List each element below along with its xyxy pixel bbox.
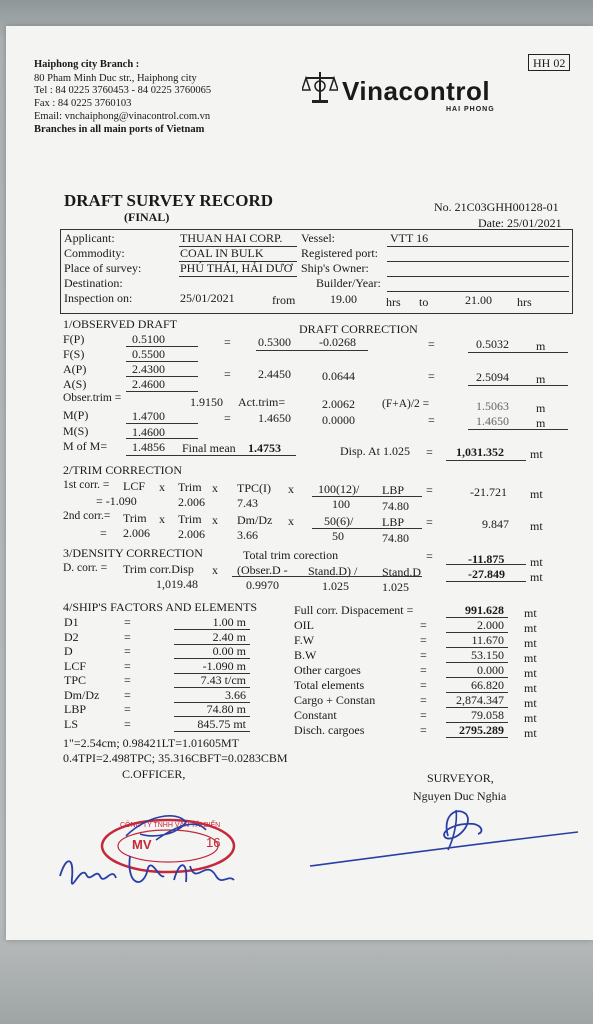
applicant-value: THUAN HAI CORP. (180, 231, 283, 245)
a-result: 2.5094 (476, 370, 509, 384)
c1-x3: x (288, 482, 294, 496)
c1-h2: Trim (178, 480, 202, 494)
c2-h3: Dm/Dz (237, 513, 273, 527)
c2-x1: x (159, 512, 165, 526)
logo-subtitle: HAI PHONG (446, 106, 495, 113)
obs-trim-value: 1.9150 (190, 395, 223, 409)
to-label: to (419, 295, 429, 309)
element-unit: mt (524, 726, 537, 740)
factor-value: 74.80 m (206, 702, 246, 716)
m-result: 1.4650 (476, 414, 509, 428)
factor-value: 3.66 (225, 687, 246, 702)
element-unit: mt (524, 681, 537, 695)
a-mean: 2.4450 (258, 367, 291, 381)
inspection-label: Inspection on: (64, 291, 133, 305)
vessel-label: Vessel: (301, 231, 335, 245)
factor-eq: = (124, 629, 131, 644)
form-code-badge: HH 02 (528, 54, 570, 71)
inspection-date: 25/01/2021 (180, 291, 235, 305)
c2-eq: = (426, 515, 433, 529)
a-result-eq: = (428, 369, 435, 383)
c1-v3: 7.43 (237, 496, 258, 510)
c2-h2: Trim (178, 512, 202, 526)
m-corr: 0.0000 (322, 413, 355, 427)
conversion-line-2: 0.4TPI=2.498TPC; 35.316CBFT=0.0283CBM (63, 751, 288, 765)
element-eq: = (420, 618, 427, 632)
a-eq: = (224, 367, 231, 381)
document-subtitle: (FINAL) (124, 210, 170, 224)
fa2-unit: m (536, 401, 546, 415)
density-h1: Trim corr.Disp (123, 562, 194, 576)
branch-list: Branches in all main ports of Vietnam (34, 124, 205, 135)
draft-correction-heading: DRAFT CORRECTION (299, 322, 418, 336)
c2-unit: mt (530, 519, 543, 533)
c2-x2: x (212, 513, 218, 527)
stamp-text: CÔNG TY TNHH VẬN TẢI BIỂN (120, 822, 221, 829)
c2-v3: 3.66 (237, 528, 258, 542)
final-mean-value: 1.4753 (248, 441, 281, 455)
element-value: 991.628 (465, 603, 504, 617)
element-value: 2,874.347 (456, 693, 504, 707)
place-value: PHÚ THÁI, HẢI DƯƠ (180, 261, 293, 275)
obs-trim-label: Obser.trim = (63, 392, 122, 404)
m-unit: m (536, 416, 546, 430)
m-result-eq: = (428, 413, 435, 427)
surveyor-signature (306, 802, 586, 872)
density-x1: x (212, 563, 218, 577)
element-eq: = (420, 693, 427, 707)
final-mean-label: Final mean (182, 441, 236, 455)
branch-fax: Fax : 84 0225 3760103 (34, 98, 132, 109)
element-value: 53.150 (471, 648, 504, 662)
builder-label: Builder/Year: (316, 276, 381, 290)
element-value: 2795.289 (459, 723, 504, 737)
factor-value: 1.00 m (212, 615, 246, 629)
fs-value: 0.5500 (132, 347, 165, 361)
c1-label: 1st corr. = (63, 479, 110, 491)
element-unit: mt (524, 711, 537, 725)
c1-x2: x (212, 481, 218, 495)
element-eq: = (420, 663, 427, 677)
fa2-label: (F+A)/2 = (382, 398, 430, 410)
element-eq: = (420, 678, 427, 692)
element-label: Total elements (294, 678, 365, 692)
element-value: 79.058 (471, 708, 504, 722)
element-label: Cargo + Constan (294, 693, 376, 707)
c1-result: -21.721 (470, 485, 507, 499)
factor-label: Dm/Dz (64, 687, 100, 702)
c2-v0: = (100, 526, 107, 540)
commodity-value: COAL IN BULK (180, 246, 264, 260)
conversion-line-1: 1"=2.54cm; 0.98421LT=1.01605MT (63, 736, 239, 750)
ap-label: A(P) (63, 362, 87, 376)
f-unit: m (536, 339, 546, 353)
f-mean: 0.5300 (258, 335, 291, 349)
fp-value: 0.5100 (132, 332, 165, 346)
f-result-eq: = (428, 337, 435, 351)
factor-eq: = (124, 644, 131, 658)
element-unit: mt (524, 696, 537, 710)
c2-h1: Trim (123, 511, 147, 525)
density-v4: 1.025 (382, 580, 409, 594)
record-date: Date: 25/01/2021 (478, 216, 562, 230)
from-time: 19.00 (330, 292, 357, 306)
factor-eq: = (124, 687, 131, 702)
as-value: 2.4600 (132, 377, 165, 391)
factor-value: 0.00 m (212, 644, 246, 658)
officer-label: C.OFFICER, (122, 767, 186, 781)
f-result: 0.5032 (476, 337, 509, 351)
factor-value: 2.40 m (212, 629, 246, 644)
from-label: from (272, 293, 296, 307)
destination-label: Destination: (64, 276, 123, 290)
trim-heading: 2/TRIM CORRECTION (63, 463, 183, 477)
factor-value: 7.43 t/cm (200, 673, 246, 687)
factor-label: LCF (64, 658, 87, 673)
stamp-code: MV (132, 837, 152, 852)
element-unit: mt (524, 621, 537, 635)
c1-h3: TPC(I) (237, 481, 271, 495)
c2-v4: 50 (332, 529, 344, 543)
disp-value: 1,031.352 (456, 445, 504, 459)
to-time: 21.00 (465, 293, 492, 307)
c1-v2: 2.006 (178, 495, 205, 509)
element-value: 11.670 (471, 633, 504, 647)
mom-label: M of M= (63, 439, 108, 453)
element-label: B.W (294, 648, 317, 662)
factor-label: D (64, 644, 73, 658)
element-label: F.W (294, 633, 315, 647)
document-sheet (6, 26, 593, 940)
element-label: Disch. cargoes (294, 723, 365, 737)
as-label: A(S) (63, 377, 87, 391)
act-trim-value: 2.0062 (322, 397, 355, 411)
disp-eq: = (426, 445, 433, 459)
reg-port-label: Registered port: (301, 246, 378, 260)
c2-v5: 74.80 (382, 531, 409, 545)
m-eq: = (224, 411, 231, 425)
mom-value: 1.4856 (132, 440, 165, 454)
element-eq: = (420, 708, 427, 722)
f-eq: = (224, 335, 231, 349)
factors-heading: 4/SHIP'S FACTORS AND ELEMENTS (63, 600, 258, 614)
factor-label: TPC (64, 673, 87, 687)
element-eq: = (420, 723, 427, 737)
surveyor-name: Nguyen Duc Nghia (413, 789, 507, 803)
branch-tel: Tel : 84 0225 3760453 - 84 0225 3760065 (34, 85, 212, 96)
density-result: -27.849 (468, 567, 505, 581)
density-h4: Stand.D (382, 565, 421, 579)
applicant-label: Applicant: (64, 231, 115, 245)
element-label: OIL (294, 618, 314, 632)
element-unit: mt (524, 606, 537, 620)
place-label: Place of survey: (64, 261, 142, 275)
factor-label: LS (64, 716, 79, 731)
scales-logo-icon (302, 70, 338, 104)
density-h3: Stand.D) / (308, 564, 358, 578)
element-unit: mt (524, 666, 537, 680)
c1-h5: LBP (382, 483, 405, 497)
ap-value: 2.4300 (132, 362, 165, 376)
c1-v4: 100 (332, 497, 350, 511)
owner-label: Ship's Owner: (301, 261, 369, 275)
a-corr: 0.0644 (322, 369, 355, 383)
density-heading: 3/DENSITY CORRECTION (63, 546, 203, 560)
c2-result: 9.847 (482, 517, 509, 531)
stamp-number: 16 (206, 835, 221, 850)
fp-label: F(P) (63, 332, 85, 346)
element-label: Full corr. Dispacement = (294, 603, 414, 617)
factor-label: D1 (64, 615, 79, 629)
record-number: No. 21C03GHH00128-01 (434, 200, 559, 214)
element-value: 66.820 (471, 678, 504, 692)
c2-h4: 50(6)/ (324, 514, 354, 528)
factor-value: 845.75 mt (197, 716, 246, 731)
c2-h5: LBP (382, 515, 405, 529)
total-trim-label: Total trim corection (243, 548, 339, 562)
density-v2: 0.9970 (246, 578, 279, 592)
observed-heading: 1/OBSERVED DRAFT (63, 317, 178, 331)
total-trim-unit: mt (530, 555, 543, 569)
c1-v0: = -1.090 (96, 494, 137, 508)
factor-eq: = (124, 615, 131, 629)
element-value: 2.000 (477, 618, 504, 632)
element-value: 0.000 (477, 663, 504, 677)
mp-label: M(P) (63, 408, 89, 422)
c2-v2: 2.006 (178, 527, 205, 541)
mp-value: 1.4700 (132, 409, 165, 423)
total-trim-eq: = (426, 549, 433, 563)
density-v1: 1,019.48 (156, 577, 198, 591)
factor-label: D2 (64, 629, 79, 644)
c1-h4: 100(12)/ (318, 482, 360, 496)
density-unit: mt (530, 570, 543, 584)
element-label: Other cargoes (294, 663, 361, 677)
hrs-label-1: hrs (386, 295, 401, 309)
element-label: Constant (294, 708, 337, 722)
logo-name: Vinacontrol (342, 76, 491, 106)
c1-x1: x (159, 480, 165, 494)
factor-eq: = (124, 658, 131, 673)
factor-value: -1.090 m (202, 658, 246, 673)
c1-eq: = (426, 483, 433, 497)
surveyor-label: SURVEYOR, (427, 771, 494, 785)
m-mean: 1.4650 (258, 411, 291, 425)
density-corr-label: D. corr. = (63, 562, 108, 574)
fs-label: F(S) (63, 347, 85, 361)
element-eq: = (420, 633, 427, 647)
density-h2: (Obser.D - (237, 563, 288, 577)
element-unit: mt (524, 651, 537, 665)
disp-unit: mt (530, 447, 543, 461)
factor-eq: = (124, 673, 131, 687)
f-corr: -0.0268 (319, 335, 356, 349)
element-unit: mt (524, 636, 537, 650)
factor-label: LBP (64, 702, 87, 716)
c1-v5: 74.80 (382, 499, 409, 513)
officer-signature (56, 796, 246, 906)
branch-address: 80 Pham Minh Duc str., Haiphong city (34, 73, 197, 84)
ms-value: 1.4600 (132, 425, 165, 439)
element-eq: = (420, 648, 427, 662)
density-v3: 1.025 (322, 579, 349, 593)
c1-h1: LCF (123, 479, 146, 493)
factor-eq: = (124, 716, 131, 731)
document-title: DRAFT SURVEY RECORD (64, 191, 274, 210)
branch-email: Email: vnchaiphong@vinacontrol.com.vn (34, 111, 211, 122)
ms-label: M(S) (63, 424, 89, 438)
vessel-value: VTT 16 (390, 231, 429, 245)
act-trim-label: Act.trim= (238, 395, 286, 409)
c2-x3: x (288, 514, 294, 528)
branch-name: Haiphong city Branch : (34, 59, 140, 70)
c2-v1: 2.006 (123, 526, 150, 540)
c1-unit: mt (530, 487, 543, 501)
total-trim-value: -11.875 (468, 552, 505, 566)
factor-eq: = (124, 702, 131, 716)
disp-label: Disp. At 1.025 (340, 444, 411, 458)
a-unit: m (536, 372, 546, 386)
hrs-label-2: hrs (517, 295, 532, 309)
c2-label: 2nd corr.= (63, 510, 111, 522)
commodity-label: Commodity: (64, 246, 125, 260)
fa2-value: 1.5063 (476, 399, 509, 413)
